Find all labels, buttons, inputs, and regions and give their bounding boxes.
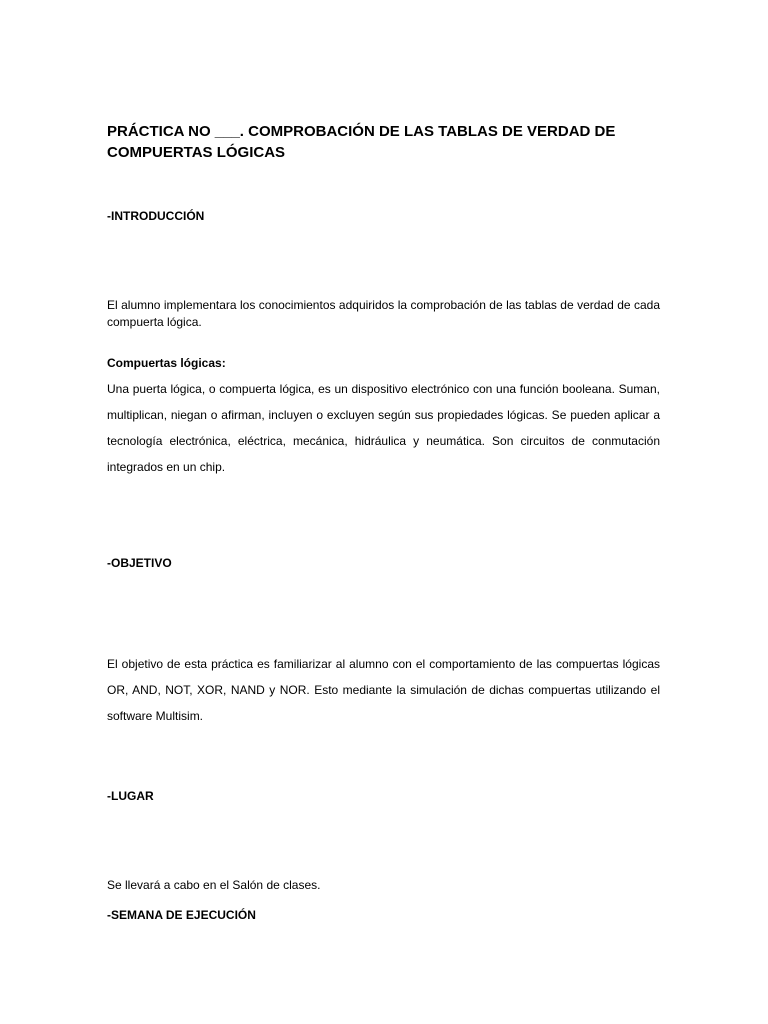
introduccion-paragraph: El alumno implementara los conocimientos adquiridos la comprobación de las tablas de verdad de cada compuerta lógica. [107, 298, 660, 329]
section-heading-semana-de-ejecucion: -SEMANA DE EJECUCIÓN [107, 908, 256, 922]
section-heading-objetivo: -OBJETIVO [107, 556, 172, 570]
compuertas-logicas-body: Una puerta lógica, o compuerta lógica, es un dispositivo electrónico con una función booleana. Suman, multiplican, niegan o afirman, incluyen o excluyen según sus propiedades lógicas. Se pueden aplicar a tecnología electrónica, eléctrica, mecánica, hidráulica y neumática. Son circuitos de conmutación integrados en un chip. [107, 382, 660, 474]
document-title: PRÁCTICA NO ___. COMPROBACIÓN DE LAS TABLAS DE VERDAD DE COMPUERTAS LÓGICAS [107, 123, 616, 161]
compuertas-logicas-subheading: Compuertas lógicas: [107, 356, 226, 370]
objetivo-paragraph: El objetivo de esta práctica es familiarizar al alumno con el comportamiento de las compuertas lógicas OR, AND, NOT, XOR, NAND y NOR. Esto mediante la simulación de dichas compuertas utilizando el software Multisim. [107, 657, 660, 723]
section-heading-lugar: -LUGAR [107, 789, 154, 803]
section-heading-introduccion: -INTRODUCCIÓN [107, 209, 205, 223]
lugar-paragraph: Se llevará a cabo en el Salón de clases. [107, 878, 321, 892]
